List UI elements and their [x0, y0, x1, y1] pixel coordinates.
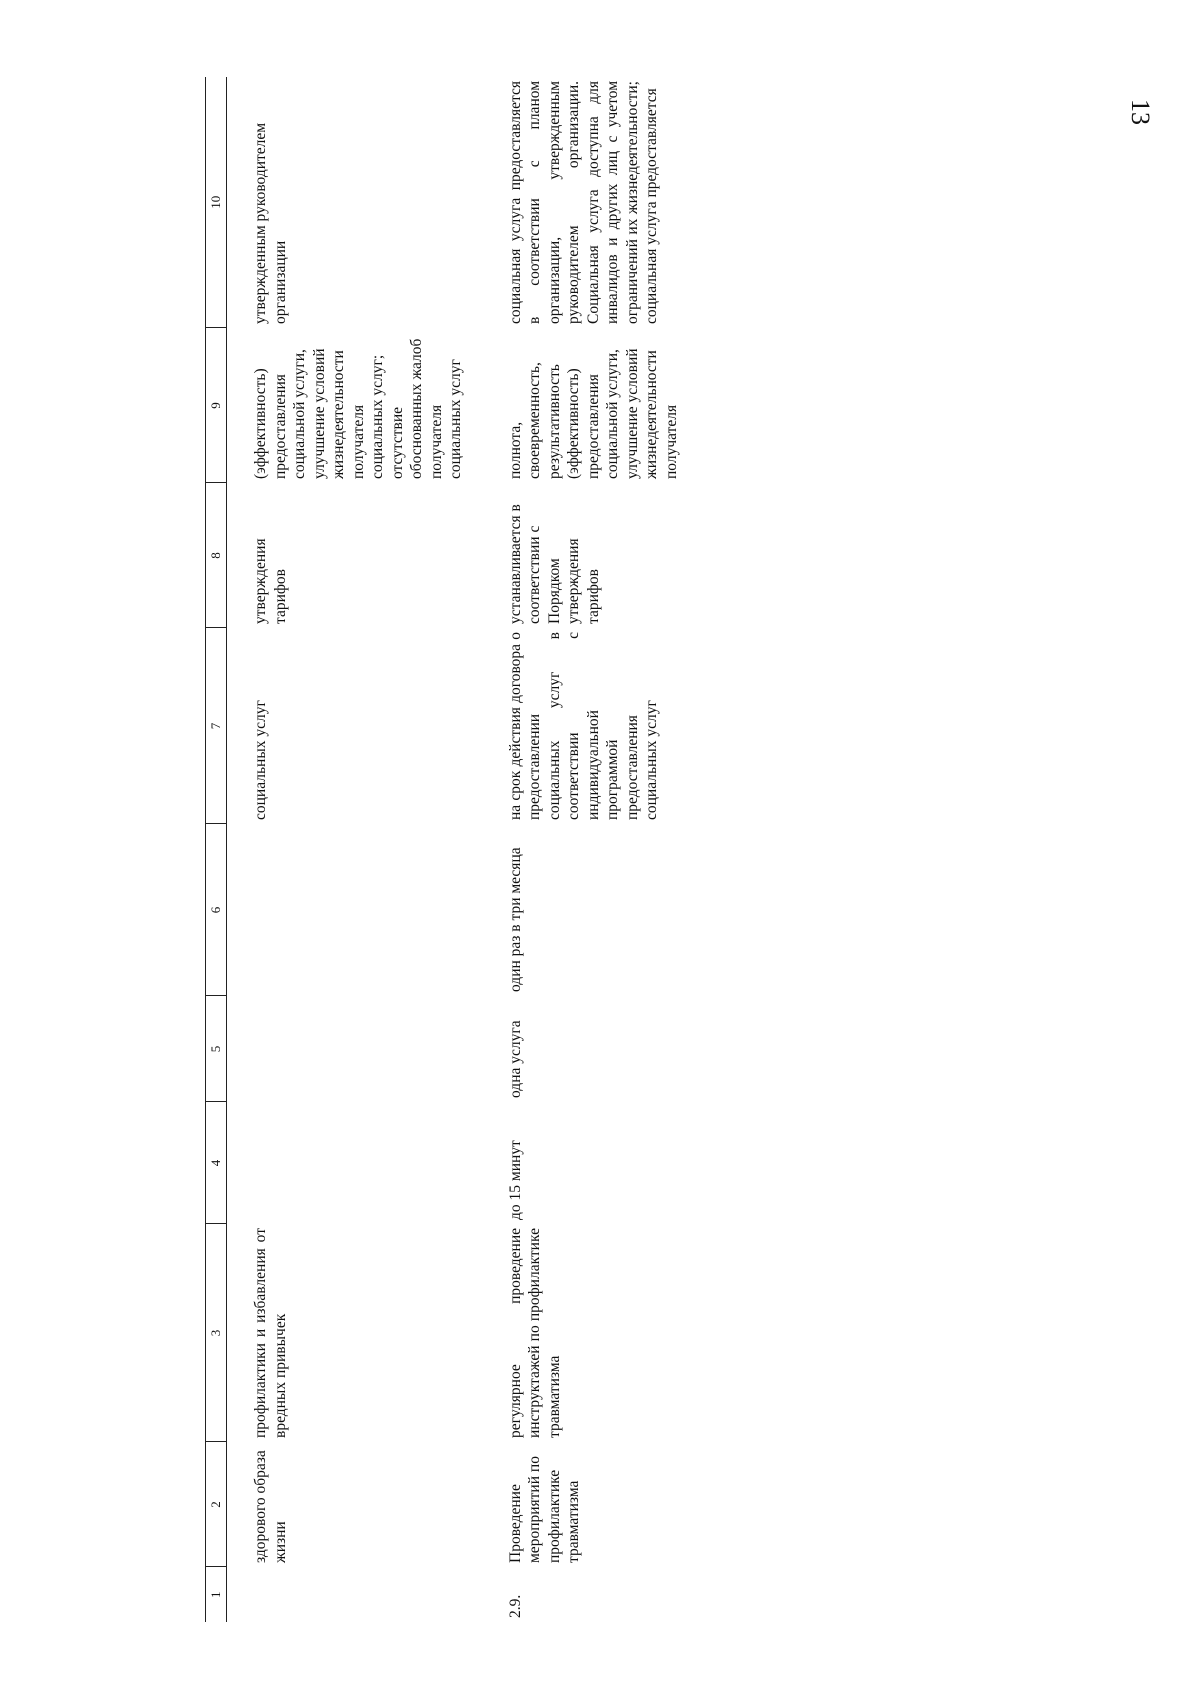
table-row — [227, 77, 466, 1622]
cell-frequency — [227, 824, 466, 996]
cell-tariff: устанавливается в соответствии с Порядком утверждения тарифов — [506, 504, 602, 624]
cell-conditions: социальная услуга предоставляется в соответствии с планом организации, утвержденным руководителем организации. Социальная услуга доступна для инвалидов и других лиц с учетом ограничений их жизнедеятельности; социальная услуга предоставляется — [506, 81, 660, 324]
column-header-8: 8 — [206, 483, 227, 628]
cell-description: профилактики и избавления от вредных привычек — [252, 1228, 289, 1438]
column-number-row — [206, 77, 227, 1622]
column-header-9: 9 — [206, 328, 227, 483]
column-header-2: 2 — [206, 1442, 227, 1567]
cell-term: на срок действия договора о предоставлении социальных услуг в соответствии с индивидуальной программой предоставления социальных услуг — [506, 632, 660, 820]
cell-unit: одна услуга — [506, 1020, 524, 1098]
rotated-page-content — [205, 77, 1060, 1622]
cell-quality-indicators: (эффективность) предоставления социальной услуги, улучшение условий жизнедеятельности получателя социальных услуг; отсутствие обоснованных жалоб получателя социальных услуг — [252, 338, 464, 479]
cell-tariff: утверждения тарифов — [252, 538, 289, 624]
column-header-4: 4 — [206, 1102, 227, 1224]
column-header-5: 5 — [206, 996, 227, 1102]
cell-duration: до 15 минут — [506, 1140, 524, 1220]
cell-service-name: Проведение мероприятий по профилактике травматизма — [506, 1456, 582, 1563]
column-header-10: 10 — [206, 77, 227, 328]
cell-number: 2.9. — [506, 1594, 524, 1618]
cell-term: социальных услуг — [252, 700, 269, 820]
cell-number — [227, 1567, 466, 1622]
page-number: 13 — [1126, 99, 1155, 125]
cell-conditions: утвержденным руководителем организации — [252, 122, 289, 324]
cell-description: регулярное проведение инструктажей по профилактике травматизма — [506, 1228, 563, 1438]
services-table — [205, 77, 681, 1622]
cell-service-name: здорового образа жизни — [252, 1450, 289, 1563]
cell-duration — [227, 1102, 466, 1224]
column-header-6: 6 — [206, 824, 227, 996]
table-row — [466, 77, 682, 1622]
cell-frequency: один раз в три месяца — [506, 847, 524, 992]
column-header-7: 7 — [206, 628, 227, 824]
cell-unit — [227, 996, 466, 1102]
cell-quality-indicators: полнота, своевременность, результативность (эффективность) предоставления социальной услуги, улучшение условий жизнедеятельности получателя — [506, 348, 680, 479]
column-header-1: 1 — [206, 1567, 227, 1622]
column-header-3: 3 — [206, 1224, 227, 1442]
